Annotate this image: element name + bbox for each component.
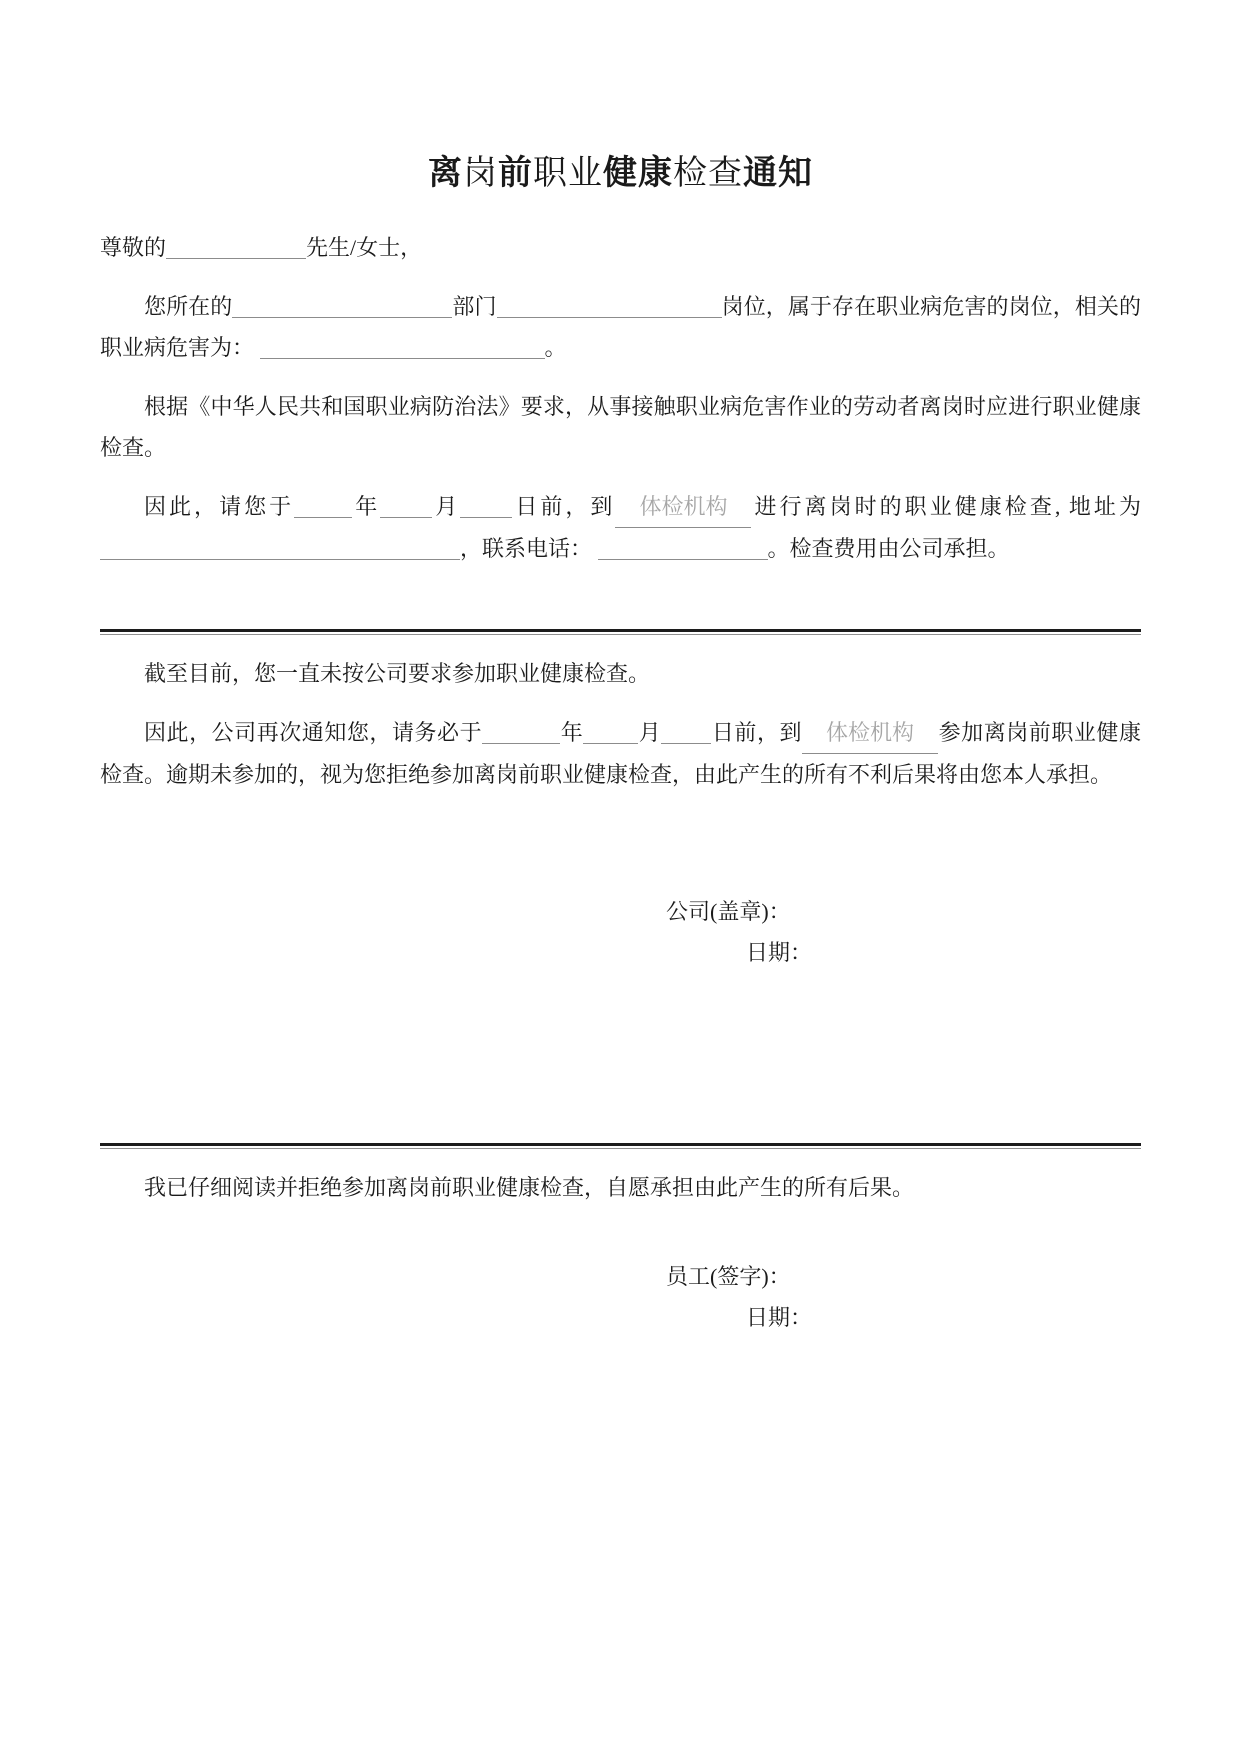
paragraph-text: 因此，请您于 <box>144 494 295 519</box>
title-segment: 职业 <box>533 155 603 192</box>
post-blank <box>497 291 722 318</box>
paragraph-text: 日前，到 <box>512 494 616 519</box>
paragraph-text: 参加离岗前职业健康检查。逾期未参加的，视为您拒绝参加离岗前职业健康检查，由此产生的所有不利后果将由您本人承担。 <box>100 720 1141 787</box>
month-blank <box>583 717 638 744</box>
paragraph-text: 进行离岗时的职业健康检查, 地址为 <box>751 494 1141 519</box>
salutation-prefix: 尊敬的 <box>100 235 167 260</box>
paragraph-text: 月 <box>638 720 662 745</box>
facility-placeholder: 体检机构 <box>615 486 751 528</box>
employee-signature-block <box>666 1256 1141 1338</box>
company-stamp-label: 公司(盖章)： <box>666 899 791 924</box>
title-segment: 离 <box>428 154 463 192</box>
document-title <box>100 150 1141 197</box>
month-blank <box>380 491 432 518</box>
paragraph-law: 根据《中华人民共和国职业病防治法》要求，从事接触职业病危害作业的劳动者离岗时应进行职业健康检查。 <box>100 394 1141 460</box>
paragraph-text: ，联系电话： <box>460 536 593 561</box>
paragraph-text: 日前，到 <box>711 720 803 745</box>
refusal-statement: 我已仔细阅读并拒绝参加离岗前职业健康检查，自愿承担由此产生的所有后果。 <box>144 1175 915 1200</box>
title-segment: 岗 <box>463 155 498 192</box>
paragraph-text: 部门 <box>452 294 497 319</box>
paragraph-second-notice <box>100 712 1141 795</box>
day-blank <box>460 491 512 518</box>
company-signature-block <box>666 891 1141 973</box>
address-blank <box>100 533 460 560</box>
facility-placeholder: 体检机构 <box>802 712 938 754</box>
year-blank <box>482 717 560 744</box>
section-divider <box>100 629 1141 635</box>
title-segment: 健康 <box>603 154 673 192</box>
company-date-label: 日期： <box>746 940 813 965</box>
salutation-line <box>100 227 1141 268</box>
name-blank <box>166 232 306 259</box>
paragraph-text: 因此，公司再次通知您，请务必于 <box>144 720 483 745</box>
employee-date-label: 日期： <box>746 1305 813 1330</box>
section-divider <box>100 1143 1141 1149</box>
paragraph-overdue: 截至目前，您一直未按公司要求参加职业健康检查。 <box>144 661 651 686</box>
employee-sign-label: 员工(签字)： <box>666 1264 791 1289</box>
title-segment: 通知 <box>743 154 813 192</box>
paragraph-text: 岗位，属于存在职业病危害的岗位，相关的职业病危害为： <box>100 294 1141 360</box>
paragraph-position <box>100 286 1141 368</box>
paragraph-first-notice <box>100 486 1141 569</box>
hazard-blank <box>260 332 545 359</box>
paragraph-text: 您所在的 <box>144 294 233 319</box>
salutation-suffix: 先生/女士， <box>306 235 423 260</box>
paragraph-text: 。 <box>544 335 567 360</box>
year-blank <box>294 491 352 518</box>
title-segment: 检查 <box>673 155 743 192</box>
paragraph-text: 年 <box>560 720 584 745</box>
paragraph-text: 。检查费用由公司承担。 <box>767 536 1010 561</box>
paragraph-text: 月 <box>432 494 461 519</box>
paragraph-text: 年 <box>352 494 381 519</box>
title-segment: 前 <box>498 154 533 192</box>
phone-blank <box>598 533 768 560</box>
day-blank <box>661 717 711 744</box>
department-blank <box>232 291 452 318</box>
